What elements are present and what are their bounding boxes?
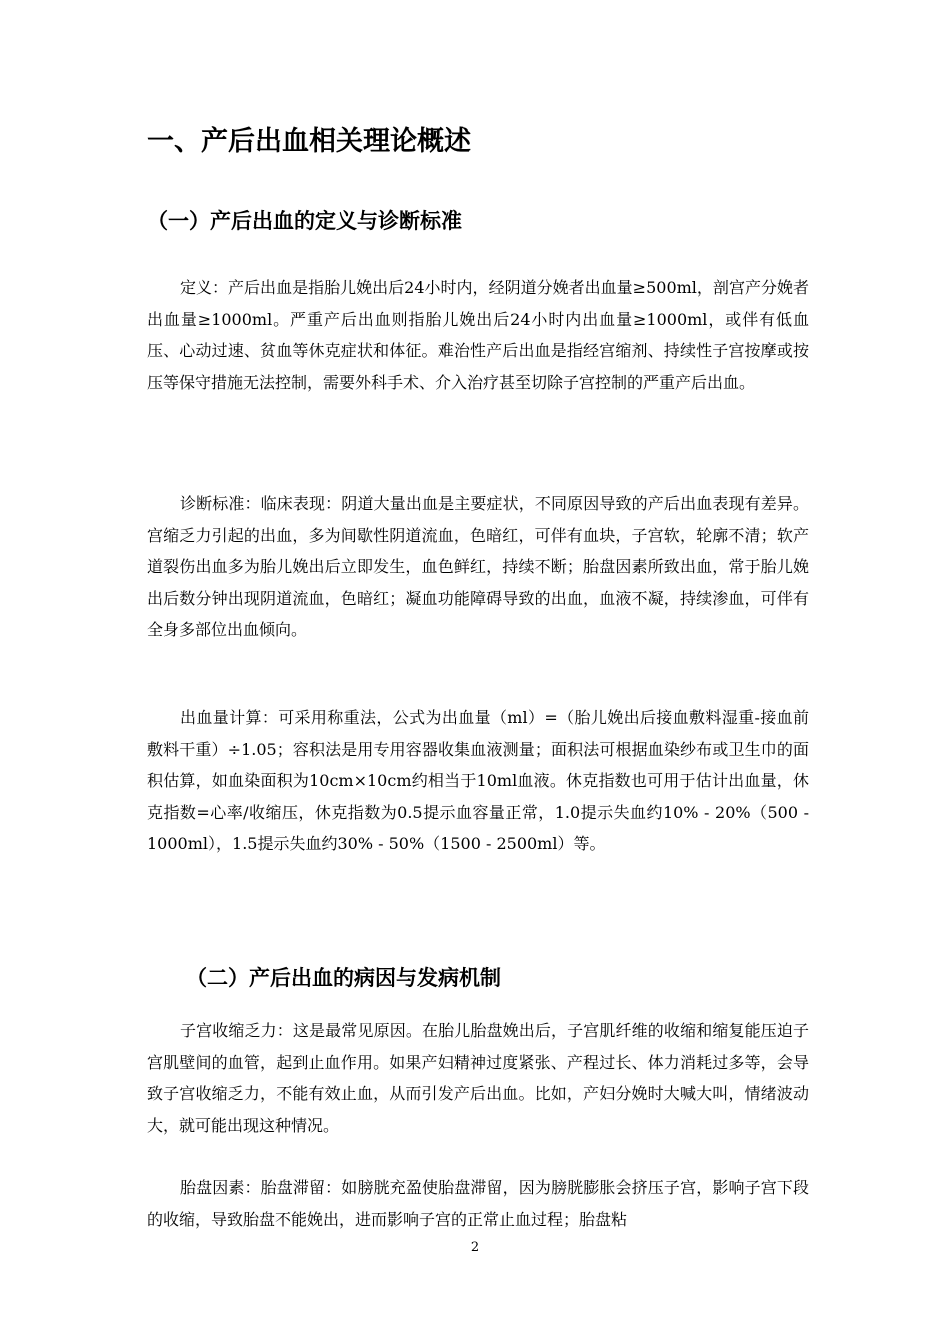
- section-heading-definition: （一）产后出血的定义与诊断标准: [147, 209, 462, 233]
- paragraph-uterine-atony: 子宫收缩乏力：这是最常见原因。在胎儿胎盘娩出后，子宫肌纤维的收缩和缩复能压迫子宫肌壁间的血管，起到止血作用。如果产妇精神过度紧张、产程过长、体力消耗过多等，会导致子宫收缩乏力，不能有效止血，从而引发产后出血。比如，产妇分娩时大喊大叫，情绪波动大，就可能出现这种情况。: [147, 1021, 809, 1135]
- paragraph-calculation: 出血量计算：可采用称重法，公式为出血量（ml）=（胎儿娩出后接血敷料湿重-接血前敷料干重）÷1.05；容积法是用专用容器收集血液测量；面积法可根据血染纱布或卫生巾的面积估算，如血染面积为10cm×10cm约相当于10ml血液。休克指数也可用于估计出血量，休克指数=心率/收缩压，休克指数为0.5提示血容量正常，1.0提示失血约10% - 20%（500 - 1000ml），1.5提示失血约30% - 50%（1500 - 2500ml）等。: [147, 708, 809, 853]
- paragraph-definition: 定义：产后出血是指胎儿娩出后24小时内，经阴道分娩者出血量≥500ml，剖宫产分娩者出血量≥1000ml。严重产后出血则指胎儿娩出后24小时内出血量≥1000ml，或伴有低血压、心动过速、贫血等休克症状和体征。难治性产后出血是指经宫缩剂、持续性子宫按摩或按压等保守措施无法控制，需要外科手术、介入治疗甚至切除子宫控制的严重产后出血。: [147, 278, 809, 392]
- paragraph-placental: 胎盘因素：胎盘滞留：如膀胱充盈使胎盘滞留，因为膀胱膨胀会挤压子宫，影响子宫下段的收缩，导致胎盘不能娩出，进而影响子宫的正常止血过程；胎盘粘: [147, 1178, 809, 1229]
- chapter-heading: 一、产后出血相关理论概述: [147, 126, 471, 157]
- paragraph-diagnosis: 诊断标准：临床表现：阴道大量出血是主要症状，不同原因导致的产后出血表现有差异。宫缩乏力引起的出血，多为间歇性阴道流血，色暗红，可伴有血块，子宫软，轮廓不清；软产道裂伤出血多为胎儿娩出后立即发生，血色鲜红，持续不断；胎盘因素所致出血，常于胎儿娩出后数分钟出现阴道流血，色暗红；凝血功能障碍导致的出血，血液不凝，持续渗血，可伴有全身多部位出血倾向。: [147, 494, 809, 639]
- page-number: 2: [470, 1240, 480, 1255]
- section-heading-etiology: （二）产后出血的病因与发病机制: [186, 966, 501, 990]
